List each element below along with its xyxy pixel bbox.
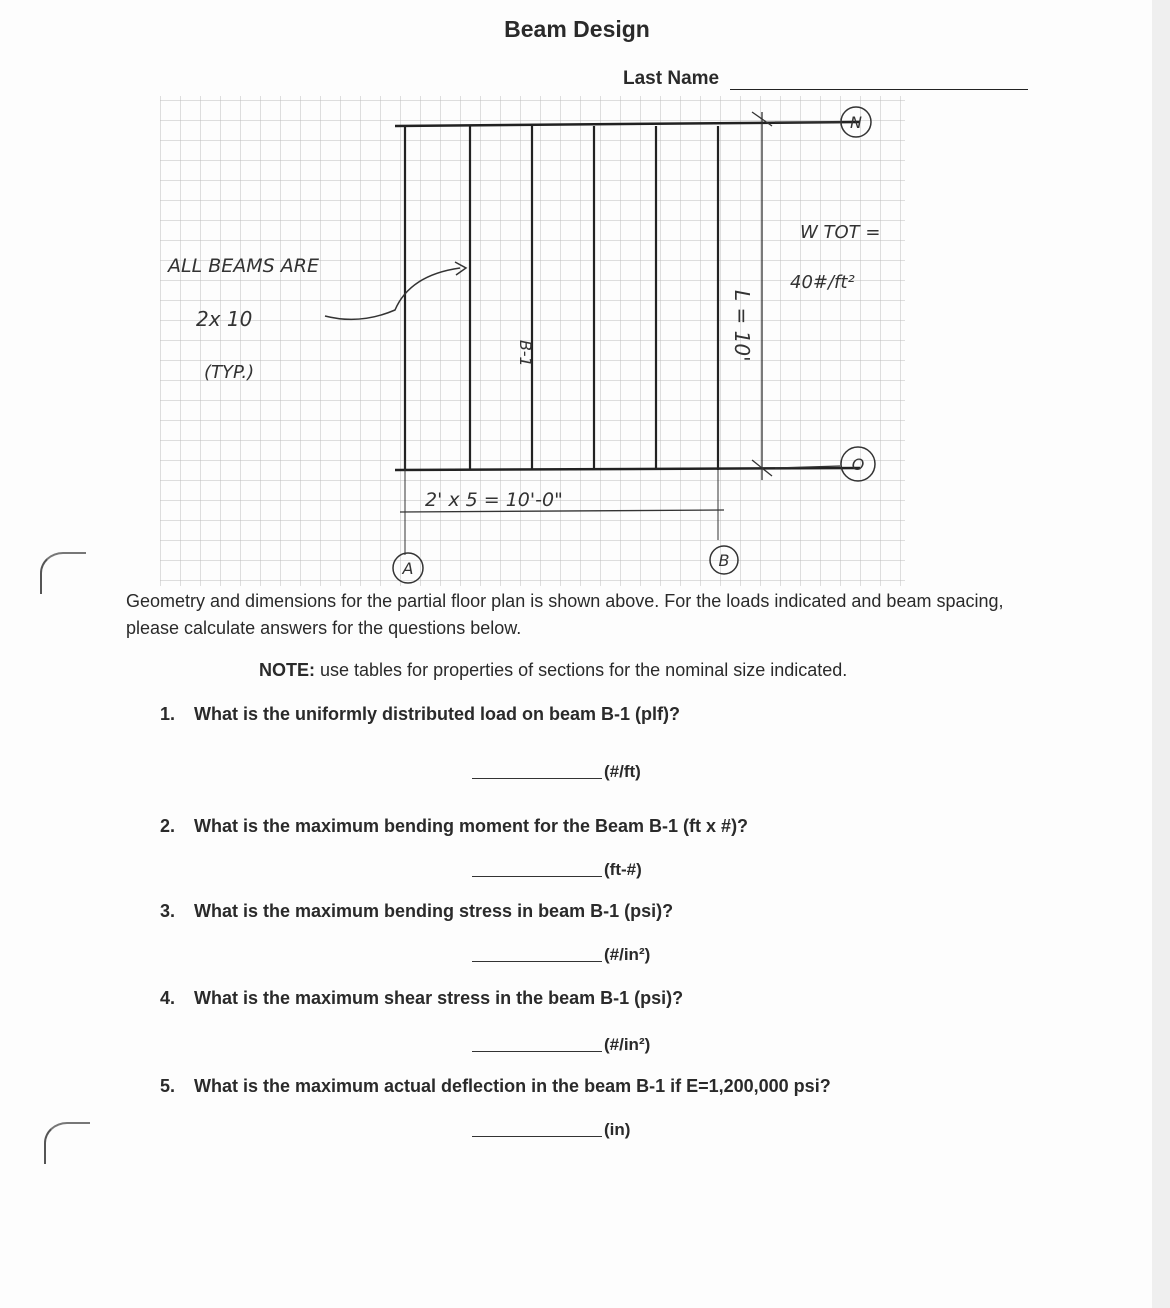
intro-paragraph: Geometry and dimensions for the partial floor plan is shown above. For the loads indicated and beam spacing, please calculate answers for the questions below. [126,591,1004,638]
answer-3[interactable]: (#/in²) [472,945,650,965]
answer-2[interactable]: (ft-#) [472,860,642,880]
floor-plan-drawing [0,90,1000,590]
span-label: L = 10' [730,290,754,362]
note-typical: (TYP.) [204,362,255,383]
grid-bubble-b-label: B [718,551,730,570]
question-5: 5. What is the maximum actual deflection in the beam B-1 if E=1,200,000 psi? [160,1076,831,1096]
last-name-label: Last Name [623,68,720,89]
question-2: 2. What is the maximum bending moment for the Beam B-1 (ft x #)? [160,816,749,836]
answer-1[interactable]: (#/ft) [472,762,641,782]
page-edge [1152,0,1170,1308]
answer-1-blank[interactable] [472,778,602,779]
answer-5[interactable]: (in) [472,1120,630,1140]
question-4: 4. What is the maximum shear stress in the beam B-1 (psi)? [160,988,684,1008]
answer-4[interactable]: (#/in²) [472,1035,650,1055]
answer-2-blank[interactable] [472,876,602,877]
grid-bubble-n-label: N [850,113,862,132]
beam-b1-label: B-1 [516,340,535,367]
question-3: 3. What is the maximum bending stress in beam B-1 (psi)? [160,901,674,921]
note-beam-size: 2x 10 [196,307,253,331]
grid-bubble-a-label: A [402,559,414,578]
grid-bubble-o-label: O [851,455,865,474]
note-prefix: NOTE: [259,660,315,680]
spacing-label: 2' x 5 = 10'-0" [425,489,563,511]
answer-5-blank[interactable] [472,1136,602,1137]
load-label-top: W TOT = [800,222,881,243]
question-1: 1. What is the uniformly distributed load on beam B-1 (plf)? [160,704,680,724]
punch-hole [44,1122,90,1164]
answer-3-blank[interactable] [472,961,602,962]
answer-4-blank[interactable] [472,1051,602,1052]
load-label-bottom: 40#/ft² [790,272,855,293]
note-text: use tables for properties of sections for the nominal size indicated. [315,660,848,680]
note-line [259,660,847,681]
note-all-beams: ALL BEAMS ARE [168,255,319,277]
page-title: Beam Design [504,16,650,42]
